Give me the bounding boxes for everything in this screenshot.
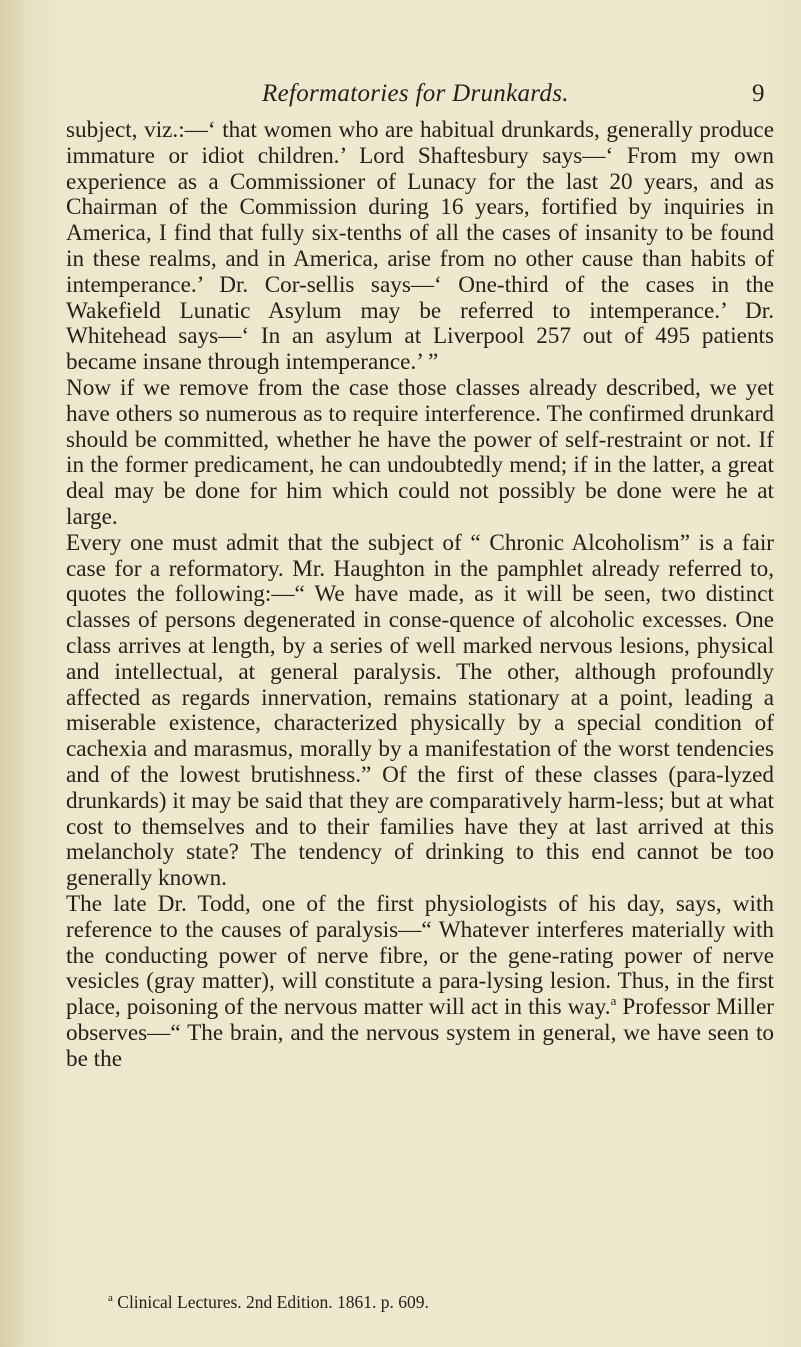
paragraph-3: Every one must admit that the subject of “ Chronic Alcoholism” is a fair case for a reformatory. Mr. Haughton in the pamphlet already referred to, quotes the following:—“ We have made, as it will be seen, two distinct classes of persons degenerated in conse-quence of alcoholic excesses. One class arrives at length, by a series of well marked nervous lesions, physical and intellectual, at general paralysis. The other, although profoundly affected as regards innervation, remains stationary at a point, leading a miserable existence, characterized physically by a special condition of cachexia and marasmus, morally by a manifestation of the worst tendencies and of the lowest brutishness.” Of the first of these classes (para-lyzed drunkards) it may be said that they are comparatively harm-less; but at what cost to themselves and to their families have they at last arrived at this melancholy state? The tendency of drinking to this end cannot be too generally known. — [66, 529, 774, 892]
body-text — [66, 118, 774, 1072]
footnote-reference[interactable]: a — [610, 993, 617, 1009]
running-head — [0, 80, 801, 110]
paragraph-1: subject, viz.:—‘ that women who are habitual drunkards, generally produce immature or idiot children.’ Lord Shaftesbury says—‘ From my own experience as a Commissioner of Lunacy for the last 20 years, and as Chairman of the Commission during 16 years, fortified by inquiries in America, I find that fully six-tenths of all the cases of insanity to be found in these realms, and in America, arise from no other cause than habits of intemperance.’ Dr. Cor-sellis says—‘ One-third of the cases in the Wakefield Lunatic Asylum may be referred to intemperance.’ Dr. Whitehead says—‘ In an asylum at Liverpool 257 out of 495 patients became insane through intemperance.’ ” — [66, 117, 774, 376]
page-number: 9 — [752, 80, 765, 107]
footnote-text: Clinical Lectures. 2nd Edition. 1861. p. 609. — [117, 1292, 429, 1312]
paragraph-4-tail: Professor Miller observes—“ The brain, and the nervous system in general, we have seen to be the — [66, 994, 774, 1072]
footnote — [108, 1291, 668, 1313]
paragraph-2: Now if we remove from the case those classes already described, we yet have others so numerous as to require interference. The confirmed drunkard should be committed, whether he have the power of self-restraint or not. If in the former predicament, he can undoubtedly mend; if in the latter, a great deal may be done for him which could not possibly be done were he at large. — [66, 374, 774, 530]
running-title: Reformatories for Drunkards. — [262, 80, 569, 107]
paragraph-4-text: The late Dr. Todd, one of the first physiologists of his day, says, with reference to the causes of paralysis—“ Whatever interferes materially with the conducting power of nerve fibre, or the gene-rating power of nerve vesicles (gray matter), will constitute a para-lysing lesion. Thus, in the first place, poisoning of the nervous matter will act in this way. — [66, 890, 774, 1021]
footnote-marker: a — [108, 1292, 113, 1304]
paragraph-4 — [66, 892, 774, 1073]
